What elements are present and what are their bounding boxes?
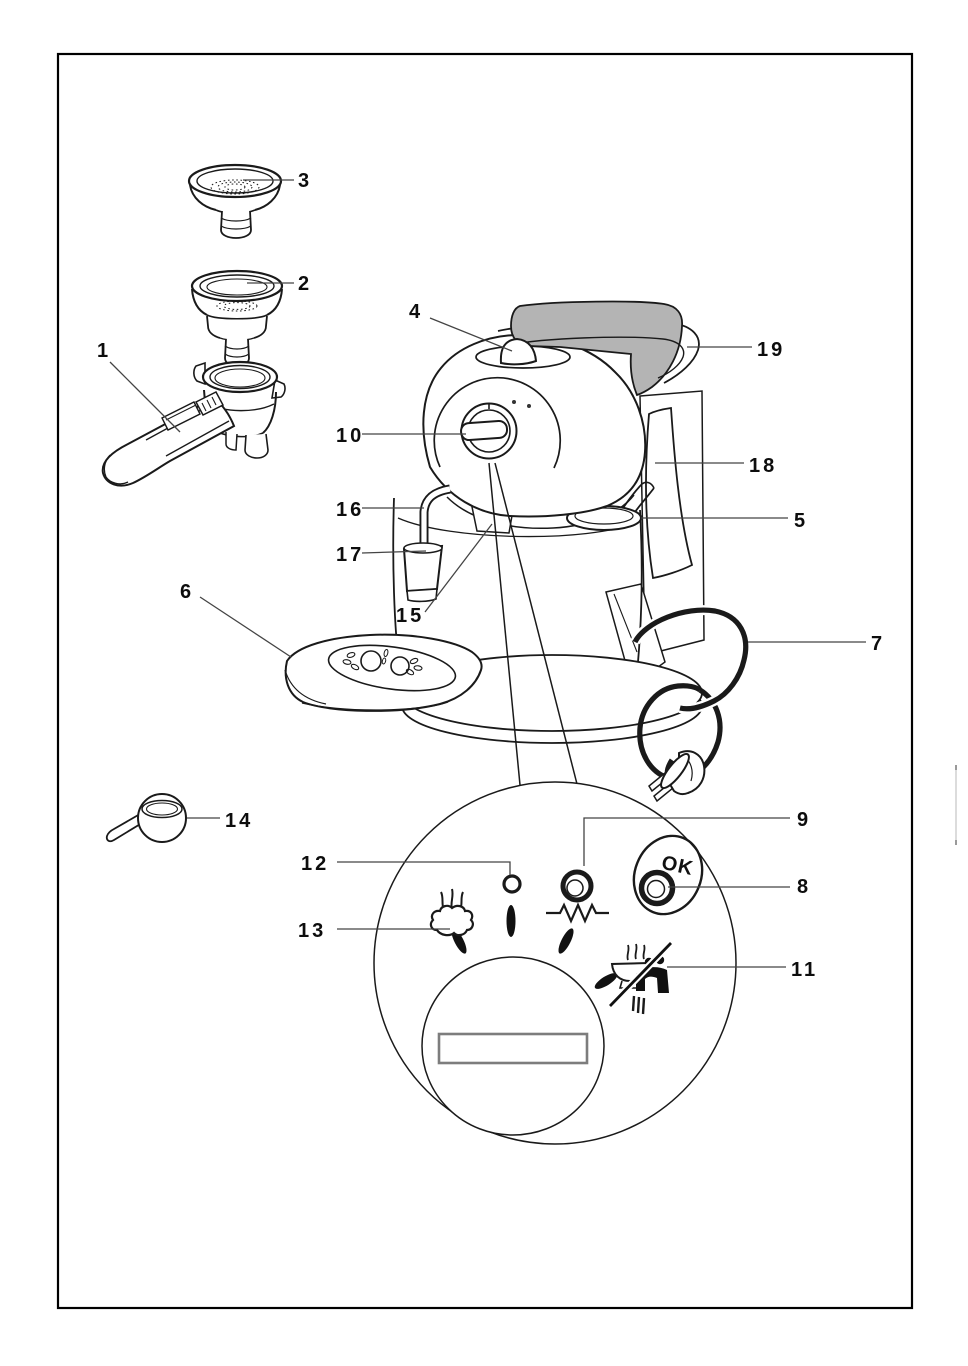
callout-11: 11 xyxy=(791,959,819,981)
callout-12: 12 xyxy=(301,853,330,875)
callout-6: 6 xyxy=(180,581,195,603)
callout-19: 19 xyxy=(757,339,786,361)
filter-basket-large xyxy=(192,271,282,366)
dial-handle xyxy=(439,1034,587,1063)
callout-4: 4 xyxy=(409,301,424,323)
callout-13: 13 xyxy=(298,920,327,942)
callout-15: 15 xyxy=(396,605,425,627)
callout-16: 16 xyxy=(336,499,365,521)
control-panel-detail xyxy=(374,782,736,1144)
callout-10: 10 xyxy=(336,425,365,447)
measuring-scoop xyxy=(107,794,186,842)
callout-17: 17 xyxy=(336,544,365,566)
drip-tray xyxy=(285,635,482,711)
ok-button-label: OK xyxy=(659,851,696,881)
portafilter xyxy=(103,362,285,486)
dial-pointer-tick xyxy=(507,905,516,937)
callout-9: 9 xyxy=(797,809,812,831)
steam-knob xyxy=(460,403,516,459)
callout-14: 14 xyxy=(225,810,254,832)
power-plug xyxy=(649,750,704,801)
steam-tube xyxy=(424,489,450,548)
callout-1: 1 xyxy=(97,340,112,362)
callout-18: 18 xyxy=(749,455,778,477)
face-dot xyxy=(527,404,531,408)
callout-8: 8 xyxy=(797,876,812,898)
callout-3: 3 xyxy=(298,170,313,192)
filter-basket-small xyxy=(189,165,281,238)
face-dot xyxy=(512,400,516,404)
callout-2: 2 xyxy=(298,273,313,295)
callout-5: 5 xyxy=(794,510,809,532)
callout-7: 7 xyxy=(871,633,886,655)
